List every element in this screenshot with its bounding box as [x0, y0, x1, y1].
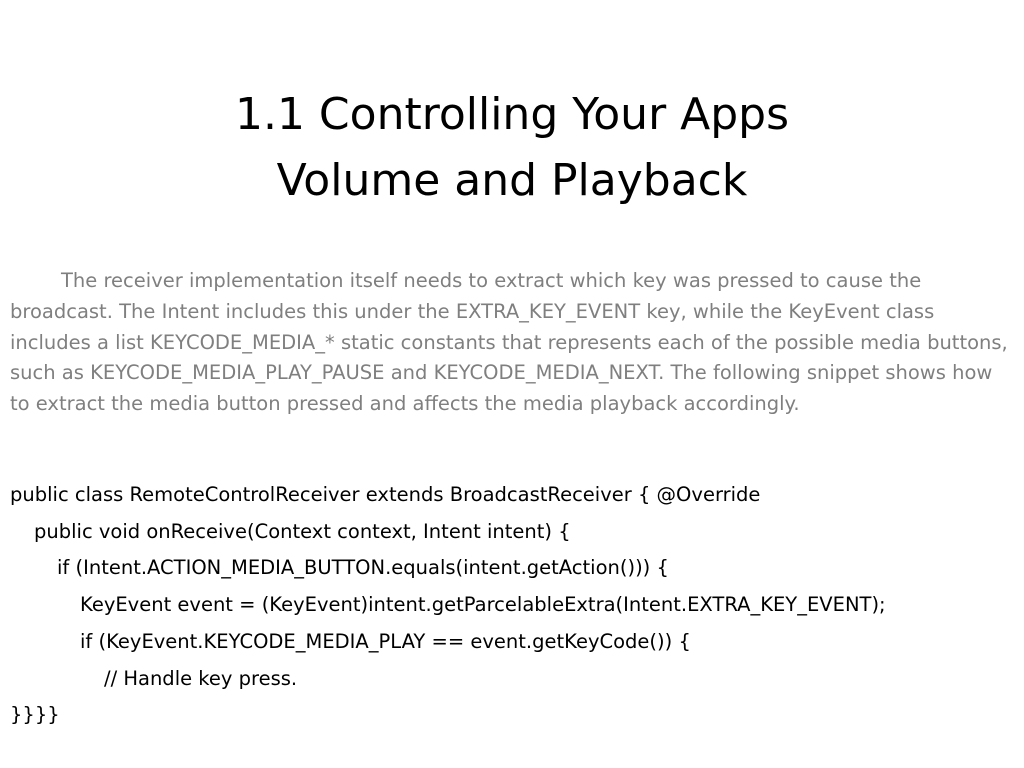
code-line: public class RemoteControlReceiver extends BroadcastReceiver { @Override	[10, 483, 761, 506]
code-line: KeyEvent event = (KeyEvent)intent.getParcelableExtra(Intent.EXTRA_KEY_EVENT);	[80, 593, 886, 617]
code-snippet	[10, 477, 1010, 734]
body-paragraph: The receiver implementation itself needs to extract which key was pressed to cause the broadcast. The Intent includes this under the EXTRA_KEY_EVENT key, while the KeyEvent class includes a list KEYCODE_MEDIA_* static constants that represents each of the possible media buttons, such as KEYCODE_MEDIA_PLAY_PAUSE and KEYCODE_MEDIA_NEXT. The following snippet shows how to extract the media button pressed and affects the media playback accordingly.	[10, 269, 1008, 416]
code-line: // Handle key press.	[104, 666, 298, 690]
code-line: if (KeyEvent.KEYCODE_MEDIA_PLAY == event.getKeyCode()) {	[80, 629, 691, 653]
slide-title	[0, 82, 1024, 214]
slide-title-line-2: Volume and Playback	[276, 155, 748, 206]
code-line: public void onReceive(Context context, Intent intent) {	[34, 519, 571, 543]
code-line: }}}}	[10, 703, 60, 727]
slide-title-line-1: 1.1 Controlling Your Apps	[234, 89, 790, 140]
code-line: if (Intent.ACTION_MEDIA_BUTTON.equals(intent.getAction())) {	[57, 556, 669, 580]
